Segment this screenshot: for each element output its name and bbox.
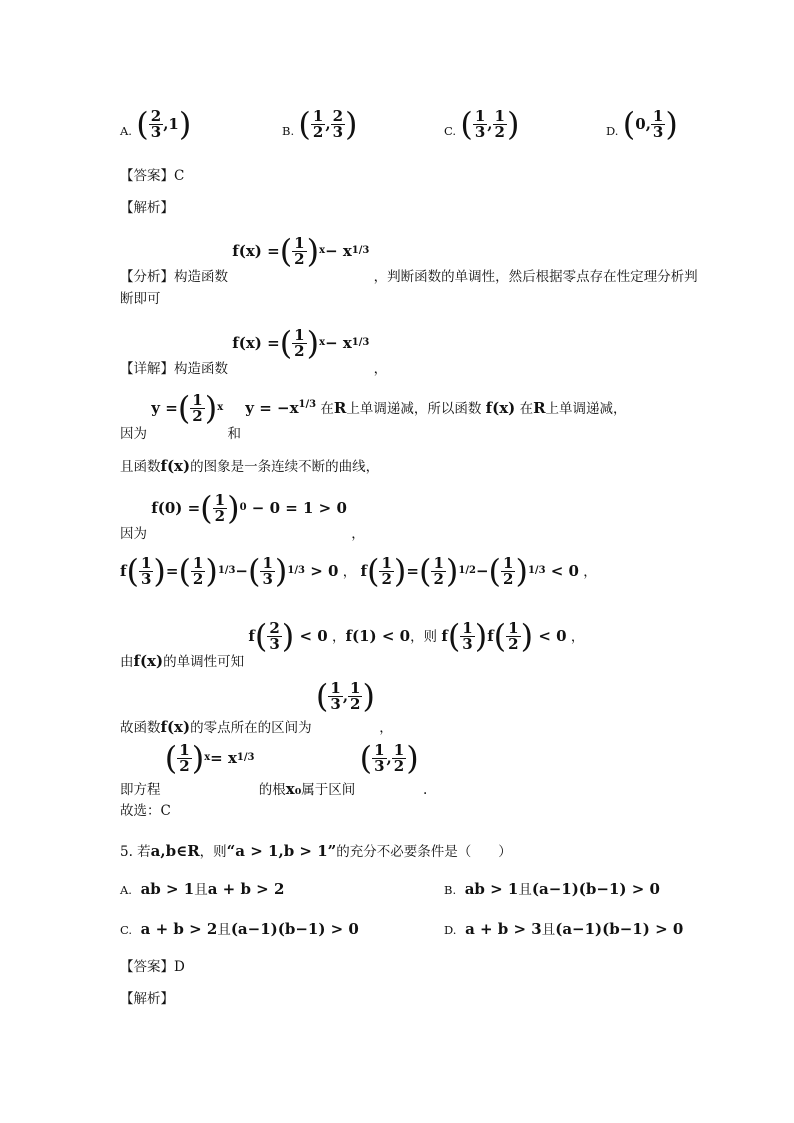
function-def: f(x) = ( $\frac{1}{2}$ ) x − x 1/3 [232,232,370,270]
q5-option-c: C. a + b > 2且(a−1)(b−1) > 0 [120,920,359,938]
q5-answer: 【答案】D [120,959,185,975]
q5-option-a: A. ab > 1且a + b > 2 [120,880,285,898]
q4-fenxi: 【分析】构造函数 f(x) = ( $\frac{1}{2}$ ) x − x 1/3 ，判断函数的单调性，然后根据零点存在性定理分析判 [120,232,698,285]
function-def-2: f(x) = ( $\frac{1}{2}$ ) x − x 1/3 [232,324,370,362]
option-a-interval: ( $\frac{2}{3}$ , 1 ) [136,105,192,143]
q5-option-b: B. ab > 1且(a−1)(b−1) > 0 [444,880,660,898]
q5-option-d: D. a + b > 3且(a−1)(b−1) > 0 [444,920,684,938]
option-d: D. ( 0 , $\frac{1}{3}$ ) [606,105,678,143]
q4-root-line: 即方程 ( $\frac{1}{2}$ ) x = x 1/3 的根x₀属于区间 ( $\frac{1}{3}$ , $\frac{1}{2}$ ) . [120,739,428,798]
option-b: B. ( $\frac{1}{2}$ , $\frac{2}{3}$ ) [282,105,358,143]
option-c: C. ( $\frac{1}{3}$ , $\frac{1}{2}$ ) [444,105,520,143]
q5-analysis-head: 【解析】 [120,991,174,1007]
q4-analysis-head: 【解析】 [120,200,174,216]
option-d-interval: ( 0 , $\frac{1}{3}$ ) [622,105,678,143]
q4-fenxi-line2: 断即可 [120,291,161,307]
q5-stem: 5. 若a,b∈R，则“a > 1,b > 1”的充分不必要条件是（ ） [120,842,512,860]
option-a: A. ( $\frac{2}{3}$ , 1 ) [120,105,192,143]
q4-choose: 故选：C [120,803,171,819]
option-c-interval: ( $\frac{1}{3}$ , $\frac{1}{2}$ ) [460,105,520,143]
q4-zero-line: 故函数f(x)的零点所在的区间为 ( $\frac{1}{3}$ , $\frac{1}{2}$ ) ， [120,677,393,736]
q4-values-line: f ( $\frac{1}{3}$ ) = ( $\frac{1}{2}$ ) 1/3 − ( $\frac{1}{3}$ ) 1/3 > 0 ， f ( $\frac{1}{2}$ ) = ( $\frac{1}{2}$ ) 1/2 − ( $\frac{1}{2}$ ) 1/3 < 0 ， [120,552,597,590]
q4-answer: 【答案】C [120,168,185,184]
q4-continuous-line: 且函数f(x)的图象是一条连续不断的曲线， [120,457,380,475]
option-b-interval: ( $\frac{1}{2}$ , $\frac{2}{3}$ ) [298,105,358,143]
q4-f0-line: 因为 f(0) = ( $\frac{1}{2}$ ) 0 − 0 = 1 > 0 ， [120,489,365,542]
q4-xiangjie: 【详解】构造函数 f(x) = ( $\frac{1}{2}$ ) x − x 1/3 ， [120,324,388,377]
q4-because-line: 因为 y = ( $\frac{1}{2}$ ) x 和 $y = -x^{1/3}$ 在R上单调递减，所以函数 f(x) 在R上单调递减， [120,389,627,442]
q4-monotone-line: 由f(x)的单调性可知 f ( $\frac{2}{3}$ ) < 0 ，f(1) < 0，则 f ( $\frac{1}{3}$ ) f ( $\frac{1}{2}$ ) < 0 ， [120,617,585,670]
